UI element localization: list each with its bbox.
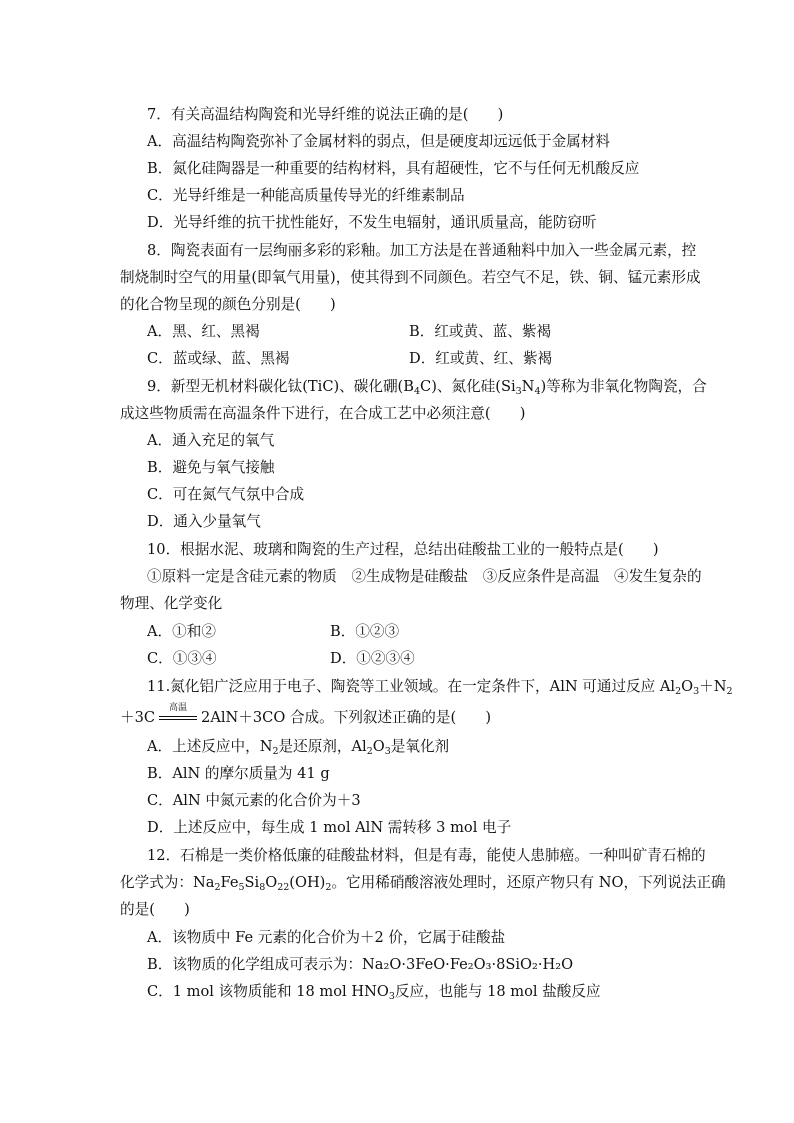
q10-stem: 10．根据水泥、玻璃和陶瓷的生产过程，总结出硅酸盐工业的一般特点是( ) <box>147 541 659 558</box>
q8-stem-line1: 8．陶瓷表面有一层绚丽多彩的彩釉。加工方法是在普通釉料中加入一些金属元素，控 <box>147 242 697 259</box>
q9-stem-line2: 成这些物质需在高温条件下进行，在合成工艺中必须注意( ) <box>120 405 526 422</box>
q7-option-c: C．光导纤维是一种能高质量传导光的纤维素制品 <box>147 187 465 204</box>
q10-option-c: C．①③④ <box>147 650 217 667</box>
q10-option-b: B．①②③ <box>330 623 400 640</box>
q9-stem-line1: 9．新型无机材料碳化钛(TiC)、碳化硼$(B_4C)$、氮化硅$(Si_3N_4)$等称为非氧化物陶瓷，合 <box>147 378 707 397</box>
q8-option-d: D．红或黄、红、紫褐 <box>409 350 553 367</box>
q12-stem-line3: 的是( ) <box>120 901 190 918</box>
q12-stem-line2: 化学式为：$Na_2Fe_5Si_8O_{22}(OH)_2$。它用稀硝酸溶液处理时，还原产物只有 NO，下列说法正确 <box>120 874 726 893</box>
reaction-arrow <box>157 703 199 728</box>
q8-stem-line2: 制烧制时空气的用量(即氧气用量)，使其得到不同颜色。若空气不足，铁、铜、锰元素形成 <box>120 269 701 286</box>
q7-option-d: D．光导纤维的抗干扰性能好，不发生电辐射，通讯质量高，能防窃听 <box>147 214 597 231</box>
q10-option-d: D．①②③④ <box>330 650 415 667</box>
q9-option-b: B．避免与氧气接触 <box>147 459 275 476</box>
q10-option-a: A．①和② <box>147 623 216 640</box>
q7-option-a: A．高温结构陶瓷弥补了金属材料的弱点，但是硬度却远远低于金属材料 <box>147 133 610 150</box>
q9-option-c: C．可在氮气气氛中合成 <box>147 486 305 503</box>
q11-option-a: A．上述反应中，$N_2$是还原剂，$Al_2O_3$是氧化剂 <box>147 738 450 757</box>
q9-option-d: D．通入少量氧气 <box>147 513 261 530</box>
q8-option-b: B．红或黄、蓝、紫褐 <box>409 323 552 340</box>
q11-option-c: C．AlN 中氮元素的化合价为＋3 <box>147 792 361 809</box>
q11-stem-line2: ＋3C 高温 2AlN＋3CO 合成。下列叙述正确的是( ) <box>120 703 492 726</box>
q11-stem-line1: 11.氮化铝广泛应用于电子、陶瓷等工业领域。在一定条件下，AlN 可通过反应 $Al_2O_3+N_2$ <box>147 678 733 697</box>
q12-stem-line1: 12．石棉是一类价格低廉的硅酸盐材料，但是有毒，能使人患肺癌。一种叫矿青石棉的 <box>147 847 706 864</box>
q10-items-line1: ①原料一定是含硅元素的物质 ②生成物是硅酸盐 ③反应条件是高温 ④发生复杂的 <box>147 568 702 585</box>
q7-stem: 7．有关高温结构陶瓷和光导纤维的说法正确的是( ) <box>147 106 504 123</box>
q11-option-b: B．AlN 的摩尔质量为 41 g <box>147 765 330 782</box>
q10-items-line2: 物理、化学变化 <box>120 595 223 612</box>
reaction-condition: 高温 <box>169 703 188 713</box>
q8-stem-line3: 的化合物呈现的颜色分别是( ) <box>120 296 336 313</box>
q12-option-b: B．该物质的化学组成可表示为：Na₂O·3FeO·Fe₂O₃·8SiO₂·H₂O <box>147 956 574 973</box>
q8-option-c: C．蓝或绿、蓝、黑褐 <box>147 350 290 367</box>
q7-option-b: B．氮化硅陶器是一种重要的结构材料，具有超硬性，它不与任何无机酸反应 <box>147 160 640 177</box>
q12-option-a: A．该物质中 Fe 元素的化合价为＋2 价，它属于硅酸盐 <box>147 929 506 946</box>
q12-option-c: C．1 mol 该物质能和 18 mol $HNO_3$反应，也能与 18 mol 盐酸反应 <box>147 983 601 1002</box>
q11-option-d: D．上述反应中，每生成 1 mol AlN 需转移 3 mol 电子 <box>147 819 512 836</box>
q9-option-a: A．通入充足的氧气 <box>147 432 275 449</box>
q8-option-a: A．黑、红、黑褐 <box>147 323 260 340</box>
